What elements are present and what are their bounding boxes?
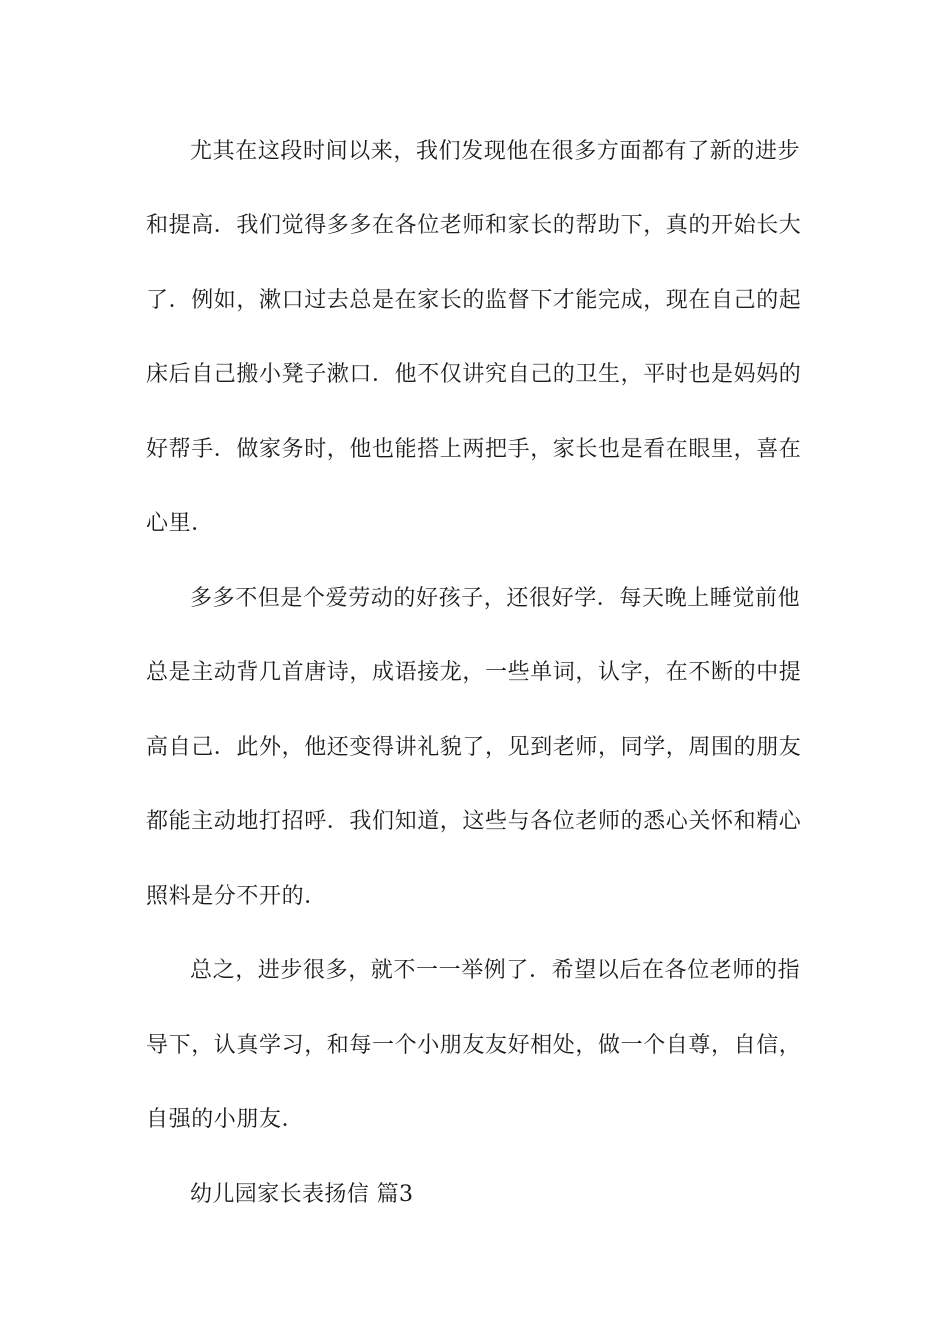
paragraph-1-line-1: 尤其在这段时间以来，我们发现他在很多方面都有了新的进步: [190, 139, 801, 164]
paragraph-3-line-2: 导下，认真学习，和每一个小朋友友好相处，做一个自尊，自信，: [146, 1033, 802, 1058]
paragraph-2-line-3: 高自己．此外，他还变得讲礼貌了，见到老师，同学，周围的朋友: [146, 735, 802, 760]
paragraph-1-line-6: 心里．: [146, 511, 214, 536]
paragraph-3-line-3: 自强的小朋友．: [146, 1107, 305, 1132]
section-heading: 幼儿园家长表扬信 篇3: [190, 1182, 414, 1207]
paragraph-2-line-4: 都能主动地打招呼．我们知道，这些与各位老师的悉心关怀和精心: [146, 809, 802, 834]
paragraph-3-line-1: 总之，进步很多，就不一一举例了．希望以后在各位老师的指: [190, 958, 801, 983]
paragraph-1-line-3: 了．例如，漱口过去总是在家长的监督下才能完成，现在自己的起: [146, 288, 802, 313]
paragraph-2-line-2: 总是主动背几首唐诗，成语接龙，一些单词，认字，在不断的中提: [146, 660, 802, 685]
paragraph-1-line-2: 和提高．我们觉得多多在各位老师和家长的帮助下，真的开始长大: [146, 213, 802, 238]
paragraph-1-line-4: 床后自己搬小凳子漱口．他不仅讲究自己的卫生，平时也是妈妈的: [146, 362, 802, 387]
paragraph-2-line-5: 照料是分不开的．: [146, 884, 327, 909]
paragraph-1-line-5: 好帮手．做家务时，他也能搭上两把手，家长也是看在眼里，喜在: [146, 437, 802, 462]
paragraph-2-line-1: 多多不但是个爱劳动的好孩子，还很好学．每天晚上睡觉前他: [190, 586, 801, 611]
